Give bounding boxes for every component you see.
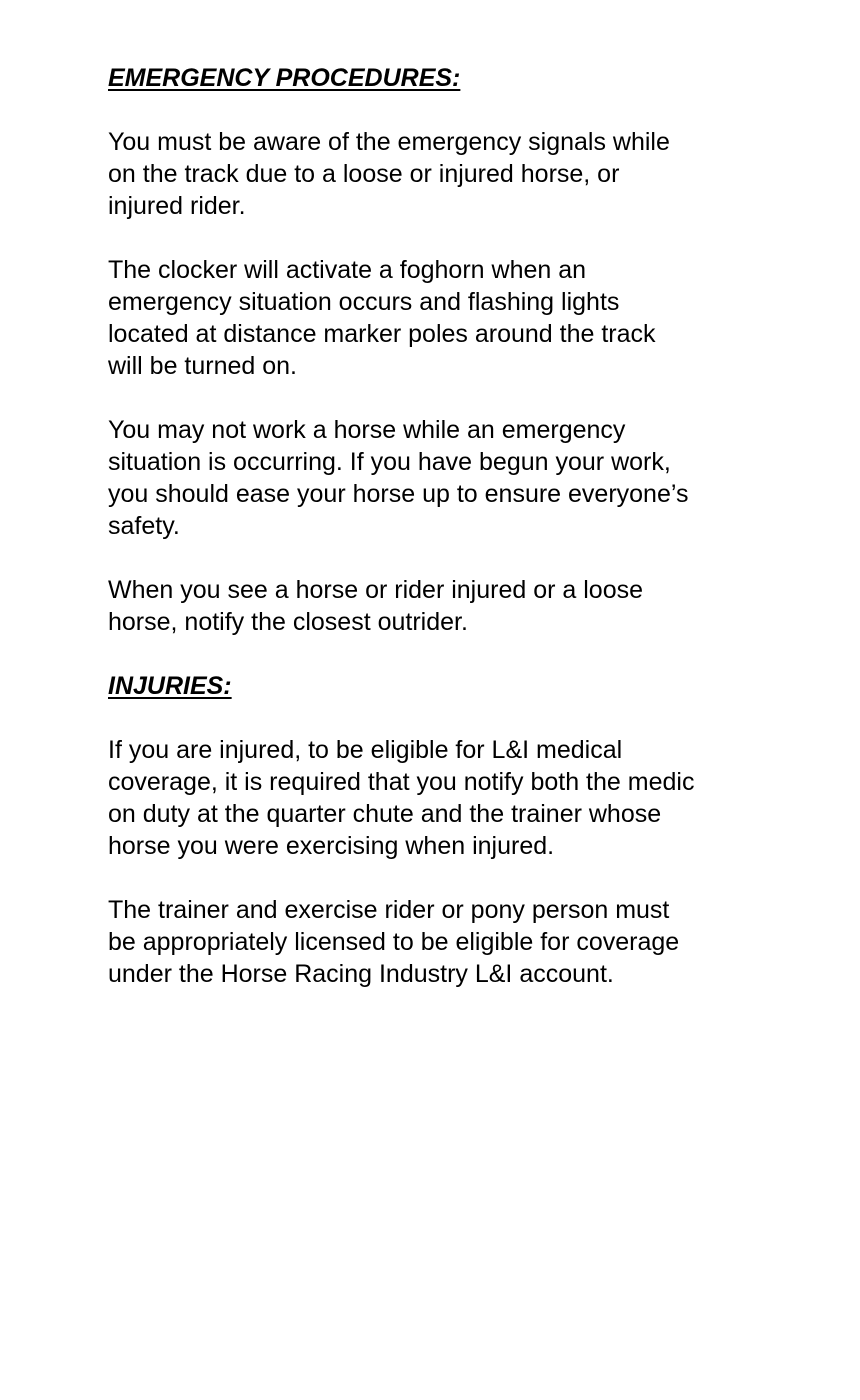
spacer — [108, 382, 828, 414]
paragraph-no-work-during-emergency: You may not work a horse while an emergency situation is occurring. If you have begun your work, you should ease your horse up to ensure everyone’s safety. — [108, 416, 689, 540]
spacer — [108, 702, 828, 734]
spacer — [108, 222, 828, 254]
spacer — [108, 638, 828, 670]
paragraph-clocker-foghorn: The clocker will activate a foghorn when an emergency situation occurs and flashing lights located at distance marker poles around the track will be turned on. — [108, 256, 656, 380]
paragraph-notify-outrider: When you see a horse or rider injured or a loose horse, notify the closest outrider. — [108, 576, 644, 636]
paragraph-emergency-signals: You must be aware of the emergency signals while on the track due to a loose or injured horse, or injured rider. — [108, 128, 670, 220]
section-heading-injuries: INJURIES: — [108, 672, 232, 700]
section-heading-emergency-procedures: EMERGENCY PROCEDURES: — [108, 64, 461, 92]
paragraph-licensing-coverage: The trainer and exercise rider or pony person must be appropriately licensed to be eligible for coverage under the Horse Racing Industry L&I account. — [108, 896, 680, 988]
document-page — [108, 62, 828, 990]
spacer — [108, 862, 828, 894]
paragraph-injury-notification: If you are injured, to be eligible for L&I medical coverage, it is required that you notify both the medic on duty at the quarter chute and the trainer whose horse you were exercising when injured. — [108, 736, 695, 860]
spacer — [108, 542, 828, 574]
spacer — [108, 94, 828, 126]
